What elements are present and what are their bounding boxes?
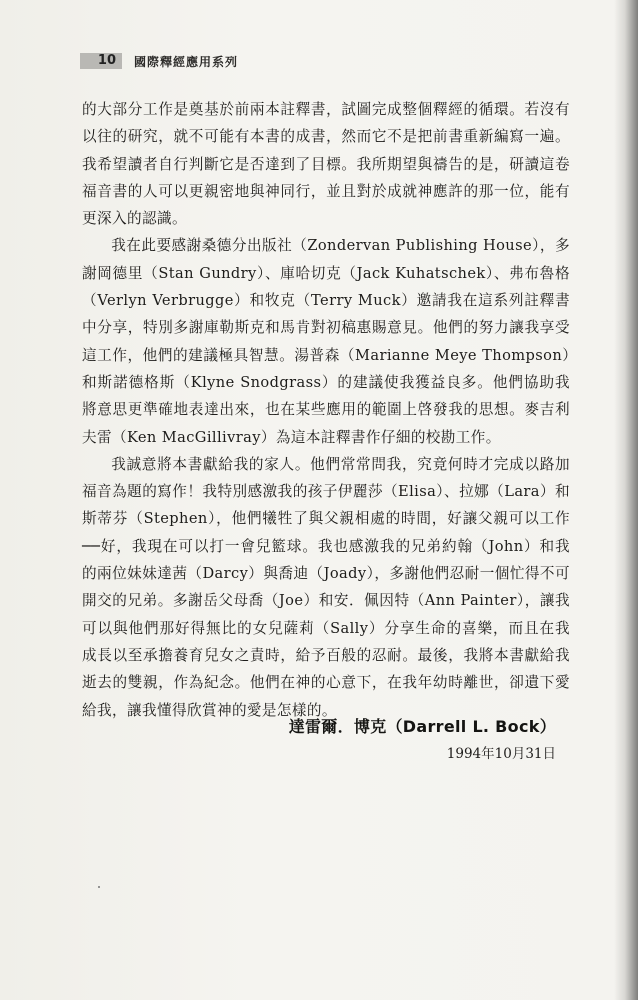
series-title: 國際釋經應用系列 [134,54,239,69]
author-signature: 達雷爾．博克（Darrell L. Bock） [288,717,556,736]
paragraph-continuation: 的大部分工作是奠基於前兩本註釋書，試圖完成整個釋經的循環。若沒有以往的研究，就不可能有本書的成書，然而它不是把前書重新編寫一遍。我希望讀者自行判斷它是否達到了目標。我所期望與禱告的是，研讀這卷福音書的人可以更親密地與神同行，並且對於成就神應許的那一位，能有更深入的認識。 [82,101,570,228]
paragraph-dedication: 我誠意將本書獻給我的家人。他們常常問我，究竟何時才完成以路加福音為題的寫作！我特別感激我的孩子伊麗莎（Elisa）、拉娜（Lara）和斯蒂芬（Stephen），他們犧牲了與父親相處的時間，好讓父親可以工作──好，我現在可以打一會兒籃球。我也感激我的兄弟約翰（John）和我的兩位妹妹達茜（Darcy）與喬迪（Joady），多謝他們忍耐一個忙得不可開交的兄弟。多謝岳父母喬（Joe）和安．佩因特（Ann Painter），讓我可以與他們那好得無比的女兒薩莉（Sally）分享生命的喜樂，而且在我成長以至承擔養育兒女之責時，給予百般的忍耐。最後，我將本書獻給我逝去的雙親，作為紀念。他們在神的心意下，在我年幼時離世，卻遺下愛給我，讓我懂得欣賞神的愛是怎樣的。 [82,455,570,719]
paragraph-acknowledgements: 我在此要感謝桑德分出版社（Zondervan Publishing House），多謝岡德里（Stan Gundry）、庫哈切克（Jack Kuhatschek）、弗布魯格（Verlyn Verbrugge）和牧克（Terry Muck）邀請我在這系列註釋書中分享，特別多謝庫勒斯克和馬肯對初稿惠賜意見。他們的努力讓我享受這工作，他們的建議極具智慧。湯普森（Marianne Meye Thompson）和斯諾德格斯（Klyne Snodgrass）的建議使我獲益良多。他們協助我將意思更準確地表達出來，也在某些應用的範圍上啓發我的思想。麥吉利夫雷（Ken MacGillivray）為這本註釋書作仔細的校勘工作。 [82,237,570,446]
running-header [80,52,238,70]
main-text [82,96,570,724]
page-binding-shadow [614,0,638,1000]
signature-date: 1994年10月31日 [446,746,556,762]
page-number: 10 [80,53,122,69]
print-speck [98,886,100,888]
